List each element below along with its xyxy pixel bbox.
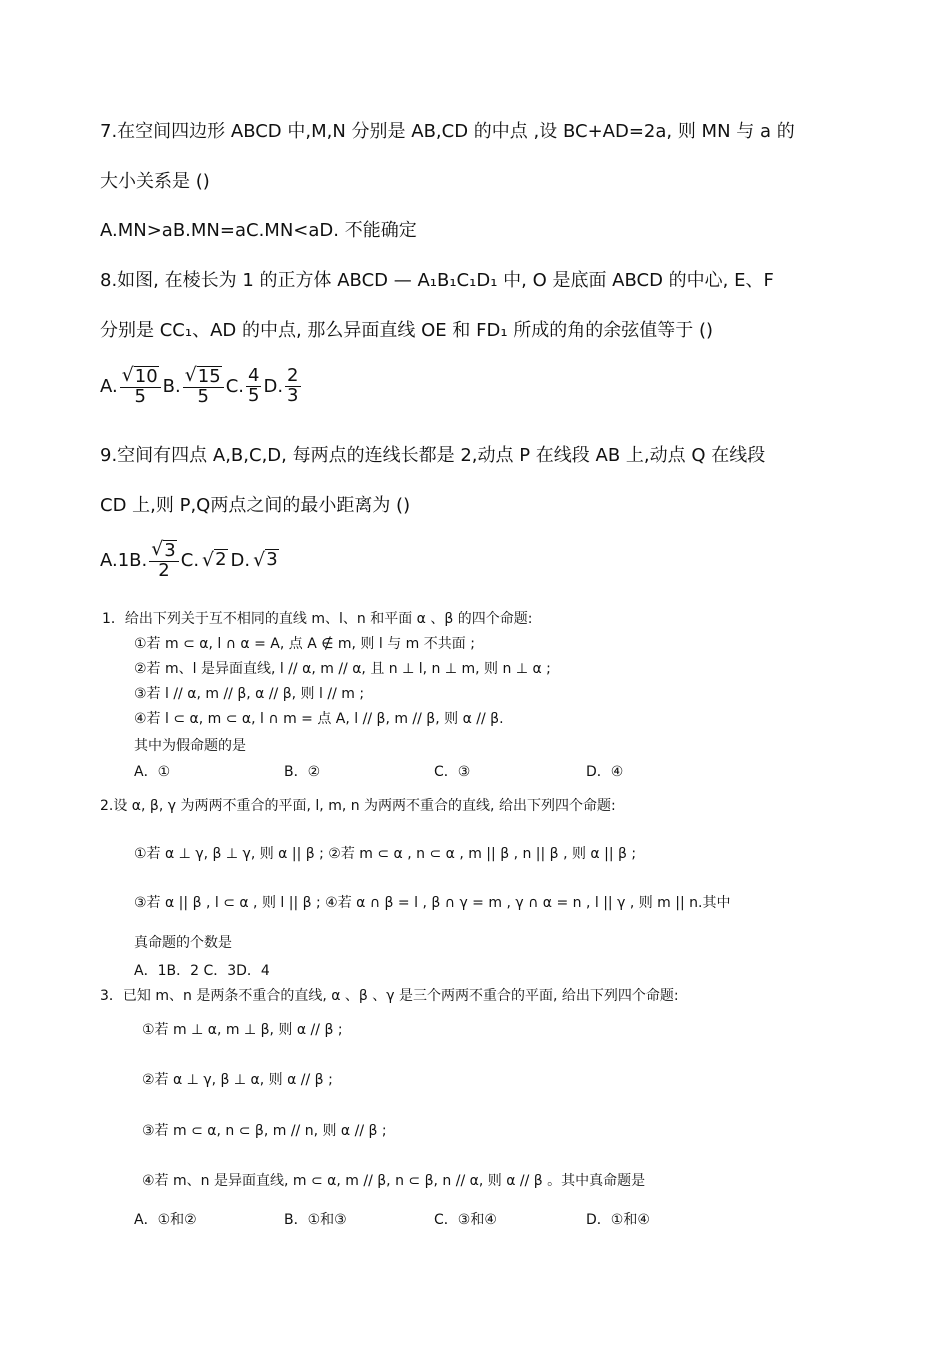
p2-statements-3-4: ③若 α || β , l ⊂ α , 则 l || β ; ④若 α ∩ β = l , β ∩ γ = m , γ ∩ α = n , l || γ , 则 m || n.其中 — [134, 895, 731, 911]
q9-options — [100, 540, 282, 581]
q8-option-b-label: B. — [162, 375, 181, 397]
q9-option-b-denominator: 2 — [158, 559, 170, 581]
p1-statement-3: ③若 l // α, m // β, α // β, 则 l // m ; — [134, 686, 365, 702]
p1-option-a: A．① — [134, 764, 171, 780]
q8-option-a-label: A. — [100, 375, 118, 397]
p1-option-c: C．③ — [434, 764, 471, 780]
q7-options: A.MN>aB.MN=aC.MN<aD. 不能确定 — [100, 220, 417, 241]
p3-option-b: B．①和③ — [284, 1212, 347, 1228]
q7-line1: 7.在空间四边形 ABCD 中,M,N 分别是 AB,CD 的中点 ,设 BC+AD=2a, 则 MN 与 a 的 — [100, 121, 795, 142]
q9-option-d-root: √ 3 — [253, 549, 278, 572]
q8-option-d-numerator: 2 — [287, 364, 299, 386]
q8-option-c-numerator: 4 — [248, 364, 260, 386]
q8-options — [100, 366, 303, 407]
p1-statement-2: ②若 m、l 是异面直线, l // α, m // α, 且 n ⊥ l, n ⊥ m, 则 n ⊥ α ; — [134, 661, 551, 677]
p2-question: 真命题的个数是 — [134, 935, 232, 951]
q9-option-a: A.1B. — [100, 549, 148, 571]
q7-line2: 大小关系是 () — [100, 171, 210, 192]
p3-stem: 3．已知 m、n 是两条不重合的直线, α 、β 、γ 是三个两两不重合的平面, 给出下列四个命题: — [100, 988, 679, 1004]
q8-option-a-numerator: 10 — [134, 366, 158, 387]
p3-statement-1: ①若 m ⊥ α, m ⊥ β, 则 α // β ; — [142, 1022, 343, 1038]
p3-statement-2: ②若 α ⊥ γ, β ⊥ α, 则 α // β ; — [142, 1072, 333, 1088]
p1-option-d: D．④ — [586, 764, 624, 780]
q8-option-d-label: D. — [263, 375, 284, 397]
q9-option-c-label: C. — [180, 549, 200, 571]
p3-option-d: D．①和④ — [586, 1212, 650, 1228]
q8-option-d-fraction — [285, 364, 300, 406]
p3-option-c: C．③和④ — [434, 1212, 497, 1228]
q8-option-c-fraction — [246, 364, 261, 406]
p1-statement-4: ④若 l ⊂ α, m ⊂ α, l ∩ m = 点 A, l // β, m // β, 则 α // β. — [134, 711, 504, 727]
q8-option-a-denominator: 5 — [134, 385, 146, 407]
q9-option-d-radicand: 3 — [266, 549, 278, 571]
q9-option-c-root: √ 2 — [202, 549, 227, 572]
q8-option-a-fraction: √ 10 5 — [120, 366, 161, 407]
q9-line2: CD 上,则 P,Q两点之间的最小距离为 () — [100, 495, 411, 516]
q9-option-c-radicand: 2 — [215, 549, 227, 571]
q9-option-b-numerator: 3 — [164, 540, 176, 561]
q8-option-c-denominator: 5 — [248, 384, 260, 406]
q8-option-d-denominator: 3 — [287, 384, 299, 406]
p3-statement-4: ④若 m、n 是异面直线, m ⊂ α, m // β, n ⊂ β, n // α, 则 α // β 。其中真命题是 — [142, 1173, 646, 1189]
q8-option-b-fraction: √ 15 5 — [183, 366, 224, 407]
p1-option-b: B．② — [284, 764, 321, 780]
p1-question: 其中为假命题的是 — [134, 738, 246, 754]
p3-statement-3: ③若 m ⊂ α, n ⊂ β, m // n, 则 α // β ; — [142, 1123, 387, 1139]
q9-option-d-label: D. — [230, 549, 251, 571]
q8-option-b-numerator: 15 — [197, 366, 221, 387]
p3-option-a: A．①和② — [134, 1212, 197, 1228]
q8-option-c-label: C. — [225, 375, 244, 397]
q9-line1: 9.空间有四点 A,B,C,D, 每两点的连线长都是 2,动点 P 在线段 AB 上,动点 Q 在线段 — [100, 445, 766, 466]
p1-statement-1: ①若 m ⊂ α, l ∩ α = A, 点 A ∉ m, 则 l 与 m 不共面 ; — [134, 636, 475, 652]
p2-options: A．1B．2 C．3D．4 — [134, 963, 270, 979]
q8-line2: 分别是 CC₁、AD 的中点, 那么异面直线 OE 和 FD₁ 所成的角的余弦值等于 () — [100, 320, 714, 341]
p2-statements-1-2: ①若 α ⊥ γ, β ⊥ γ, 则 α || β ; ②若 m ⊂ α , n ⊂ α , m || β , n || β , 则 α || β ; — [134, 846, 637, 862]
p1-stem: 1．给出下列关于互不相同的直线 m、l、n 和平面 α 、β 的四个命题: — [102, 611, 533, 627]
p2-stem: 2.设 α, β, γ 为两两不重合的平面, l, m, n 为两两不重合的直线, 给出下列四个命题: — [100, 798, 616, 814]
q8-line1: 8.如图, 在棱长为 1 的正方体 ABCD — A₁B₁C₁D₁ 中, O 是底面 ABCD 的中心, E、F — [100, 270, 774, 291]
q9-option-b-fraction: √ 3 2 — [149, 540, 179, 581]
q8-option-b-denominator: 5 — [197, 385, 209, 407]
